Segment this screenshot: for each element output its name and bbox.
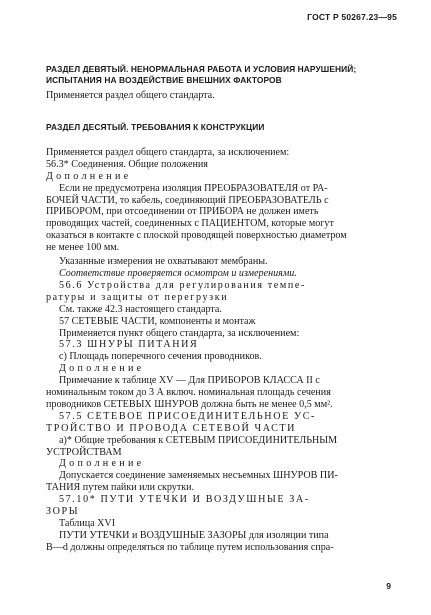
clause-56-3-heading: 56.3* Соединения. Общие положения xyxy=(46,158,208,170)
addition-1-line-4: проводящих частей, соединенных с ПАЦИЕНТОМ, которые могут xyxy=(46,218,334,230)
table-caption: Таблица XVI xyxy=(59,518,116,529)
addition-heading-3: Дополнение xyxy=(59,458,145,470)
section-9-title-line-1: РАЗДЕЛ ДЕВЯТЫЙ. НЕНОРМАЛЬНАЯ РАБОТА И УСЛОВИЯ НАРУШЕНИЙ; xyxy=(46,64,357,74)
addition-3-line-1: Допускается соединение заменяемых несъемных ШНУРОВ ПИ- xyxy=(59,470,338,482)
addition-3-line-2: ТАНИЯ путем пайки или скрутки. xyxy=(46,482,195,494)
addition-1-line-6: не менее 100 мм. xyxy=(46,242,120,254)
table-note-line-1: Примечание к таблице XV — Для ПРИБОРОВ КЛАССА II с xyxy=(59,375,320,387)
page-content xyxy=(46,64,398,554)
clause-57-5a-line-2: УСТРОЙСТВАМ xyxy=(46,446,122,458)
see-also: См. также 42.3 настоящего стандарта. xyxy=(59,303,222,315)
addition-1-line-2: БОЧЕЙ ЧАСТИ, то кабель, соединяющий ПРЕОБРАЗОВАТЕЛЬ с xyxy=(46,194,329,206)
clause-57-5-line-2: ТРОЙСТВО И ПРОВОДА СЕТЕВОЙ ЧАСТИ xyxy=(46,422,297,434)
page-number: 9 xyxy=(386,581,391,591)
section-10-title: РАЗДЕЛ ДЕСЯТЫЙ. ТРЕБОВАНИЯ К КОНСТРУКЦИИ xyxy=(46,121,265,132)
clause-56-6-line-1: 56.6 Устройства для регулирования темпе- xyxy=(59,279,306,291)
standard-code: ГОСТ Р 50267.23—95 xyxy=(307,12,397,22)
table-note-line-3: проводников СЕТЕВЫХ ШНУРОВ должна быть не менее 0,5 мм². xyxy=(46,398,333,410)
clause-57-heading: 57 СЕТЕВЫЕ ЧАСТИ, компоненты и монтаж xyxy=(59,315,256,327)
final-paragraph-line-1: ПУТИ УТЕЧКИ и ВОЗДУШНЫЕ ЗАЗОРЫ для изоляции типа xyxy=(59,529,329,541)
addition-1-line-1: Если не предусмотрена изоляция ПРЕОБРАЗОВАТЕЛЯ от РА- xyxy=(59,182,328,194)
compliance-check: Соответствие проверяется осмотром и измерениями. xyxy=(59,267,297,279)
clause-57-intro: Применяется пункт общего стандарта, за исключением: xyxy=(59,327,300,339)
addition-1-line-5: оказаться в контакте с плоской проводящей поверхностью диаметром xyxy=(46,230,347,242)
clause-56-6-line-2: ратуры и защиты от перегрузки xyxy=(46,291,229,303)
section-9-text: Применяется раздел общего стандарта. xyxy=(46,90,215,101)
clause-57-10-line-1: 57.10* ПУТИ УТЕЧКИ И ВОЗДУШНЫЕ ЗА- xyxy=(59,494,310,506)
clause-57-3-item-c: с) Площадь поперечного сечения проводников. xyxy=(59,351,262,363)
clause-57-5-line-1: 57.5 СЕТЕВОЕ ПРИСОЕДИНИТЕЛЬНОЕ УС- xyxy=(59,410,317,422)
addition-heading-2: Дополнение xyxy=(59,363,145,375)
section-10-intro: Применяется раздел общего стандарта, за исключением: xyxy=(46,146,290,158)
section-9-title-line-2: ИСПЫТАНИЯ НА ВОЗДЕЙСТВИЕ ВНЕШНИХ ФАКТОРОВ xyxy=(46,75,282,85)
final-paragraph-line-2: В—d должны определяться по таблице путем использования спра- xyxy=(46,541,334,553)
membranes-note: Указанные измерения не охватывают мембраны. xyxy=(59,256,268,268)
clause-57-10-line-2: ЗОРЫ xyxy=(46,506,80,518)
table-note-line-2: номинальным током до 3 А включ. номинальная площадь сечения xyxy=(46,387,331,399)
addition-1-line-3: ПРИБОРОМ, при отсоединении от ПРИБОРА не должен иметь xyxy=(46,206,319,218)
clause-57-5a-line-1: а)* Общие требования к СЕТЕВЫМ ПРИСОЕДИНИТЕЛЬНЫМ xyxy=(59,434,338,446)
addition-heading-1: Дополнение xyxy=(46,170,132,182)
clause-57-3-heading: 57.3 ШНУРЫ ПИТАНИЯ xyxy=(59,339,199,351)
